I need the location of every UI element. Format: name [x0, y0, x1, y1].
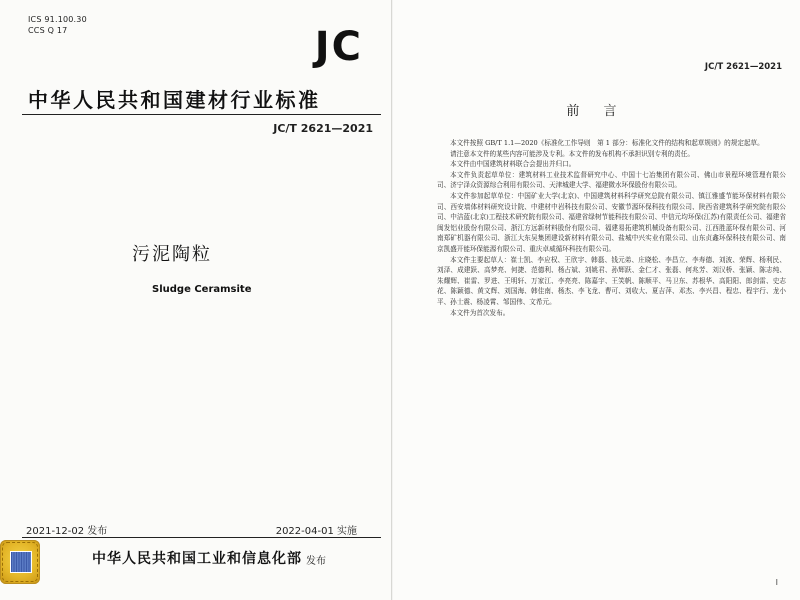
foreword-paragraph: 本文件为首次发布。	[450, 308, 510, 317]
top-divider	[22, 114, 381, 115]
standard-category-title: 中华人民共和国建材行业标准	[28, 88, 321, 112]
ics-code: ICS 91.100.30	[28, 15, 87, 24]
foreword-body	[437, 138, 786, 318]
issuing-suffix: 发布	[306, 556, 326, 567]
category-code: JC	[314, 24, 363, 70]
document-title-cn: 污泥陶粒	[132, 244, 212, 265]
foreword-paragraph: 本文件负责起草单位：建筑材料工业技术监督研究中心、中国十七冶集团有限公司、佛山市景程环境管理有限公司、济宁泽众资源综合利用有限公司、天津城建大学、福建微水环保股份有限公司。	[437, 170, 786, 190]
page-number: I	[775, 578, 778, 587]
foreword-paragraph: 请注意本文件的某些内容可能涉及专利。本文件的发布机构不承担识别专利的责任。	[450, 149, 694, 158]
implement-date: 2022-04-01 实施	[275, 526, 357, 537]
qr-code-icon	[10, 551, 32, 573]
issuing-authority: 中华人民共和国工业和信息化部	[92, 551, 302, 567]
foreword-paragraph: 本文件主要起草人：崔士凯、李应权、王欣宇、韩磊、钱元弟、庄晓松、李昌立、李寿德、刘波、荣辉、杨利民、刘泽、成建跃、高梦亮、何捷、范德利、杨占斌、刘姚君、孙辉跃、金仁才、张磊、何兆芳、刘汉桥、张颖、陈志纯、朱耀辉、崔雷、罗进、王明轩、万家江、李亮亮、陈嘉宇、王笑帆、陈顺平、马卫东、苏根华、高阳阳、郎剑雷、史志花、陈颖德、黄文辉、刘国海、韩佳南、杨杰、李飞龙、曹可、刘收大、夏吉萍、邓杰、李兴昌、程忠、程宇行、龙小平、孙士震、杨凌霄、邹国伟、文希元。	[437, 255, 786, 306]
foreword-paragraph: 本文件参加起草单位：中国矿业大学(北京)、中国建筑材料科学研究总院有限公司、镇江雅盛节能环保材料有限公司、西安墙体材料研究设计院、中建材中岩科技有限公司、安徽节源环保科技有限公司、陕西省建筑科学研究院有限公司、中洁蓝(北京)工程技术研究院有限公司、福建省绿树节能科技有限公司、中信元均环保(江苏)有限责任公司、福建省闽发铝业股份有限公司、浙江方远新材料股份有限公司、福建易拓建筑机械设备有限公司、江西胜蓝环保有限公司、河南郑矿机器有限公司、浙江大东吴集团建设新材料有限公司、盐城中兴实业有限公司、山东贞鑫环保科技有限公司、南京凯盛开能环保能源有限公司、重庆卓威循环科技有限公司。	[437, 191, 786, 253]
foreword-paragraph: 本文件按照 GB/T 1.1—2020《标准化工作导则 第 1 部分：标准化文件的结构和起草规则》的规定起草。	[450, 139, 764, 147]
classification-codes	[28, 14, 87, 36]
foreword-page	[393, 0, 800, 600]
page-header-number: JC/T 2621—2021	[704, 62, 782, 72]
ccs-code: CCS Q 17	[28, 26, 68, 35]
anti-counterfeit-seal	[0, 540, 40, 584]
foreword-title: 前 言	[566, 104, 627, 119]
issue-date: 2021-12-02 发布	[26, 526, 108, 537]
standard-number: JC/T 2621—2021	[273, 122, 373, 135]
document-title-en: Sludge Ceramsite	[152, 284, 252, 295]
cover-page	[0, 0, 392, 600]
bottom-divider	[22, 537, 381, 538]
foreword-paragraph: 本文件由中国建筑材料联合会提出并归口。	[450, 160, 576, 169]
